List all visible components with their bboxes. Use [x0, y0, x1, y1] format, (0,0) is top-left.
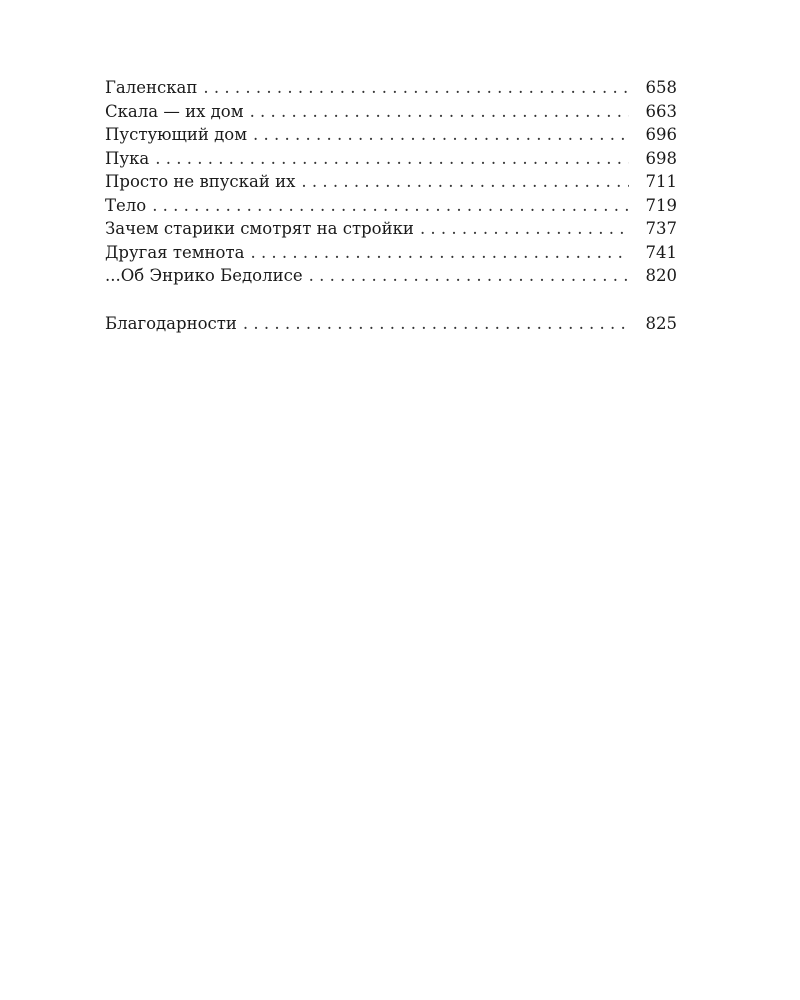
table-of-contents — [105, 76, 677, 335]
toc-entry-page: 698 — [645, 148, 677, 168]
toc-entry-title: ...Об Энрико Бедолисе — [105, 266, 303, 285]
toc-entry-title: Благодарности — [105, 313, 237, 333]
dot-leader — [251, 123, 629, 147]
toc-entry-title: Тело — [105, 195, 147, 215]
toc-entry-acknowledgements — [105, 312, 677, 336]
dot-leader — [241, 312, 629, 336]
toc-entry-title: Скала — их дом — [105, 101, 244, 121]
toc-entry — [105, 147, 677, 171]
toc-entry-page: 737 — [645, 219, 677, 238]
toc-entry-page: 820 — [645, 266, 677, 285]
dot-leader — [307, 264, 629, 288]
toc-entry-page: 658 — [645, 78, 677, 97]
toc-entry-title: Галенскап — [105, 78, 198, 97]
toc-entry-page: 711 — [645, 172, 677, 191]
dot-leader — [201, 76, 629, 100]
toc-entry-title: Пука — [105, 148, 150, 168]
toc-entry-page: 825 — [645, 313, 677, 333]
dot-leader — [153, 147, 629, 171]
toc-entry-page: 741 — [645, 242, 677, 262]
toc-entry — [105, 194, 677, 218]
dot-leader — [248, 241, 629, 265]
toc-entry-page: 719 — [645, 195, 677, 215]
toc-entry — [105, 100, 677, 124]
toc-entry-title: Просто не впускай их — [105, 172, 296, 191]
dot-leader — [248, 100, 629, 124]
toc-entry-title: Пустующий дом — [105, 125, 248, 144]
toc-entry — [105, 76, 677, 100]
toc-entry — [105, 217, 677, 241]
dot-leader — [299, 170, 629, 194]
toc-entry-page: 663 — [645, 101, 677, 121]
toc-entry — [105, 170, 677, 194]
toc-entry — [105, 264, 677, 288]
dot-leader — [418, 217, 629, 241]
section-gap — [105, 288, 677, 312]
toc-entry — [105, 123, 677, 147]
dot-leader — [150, 194, 629, 218]
toc-entry-page: 696 — [645, 125, 677, 144]
toc-entry-title: Зачем старики смотрят на стройки — [105, 219, 414, 238]
toc-entry — [105, 241, 677, 265]
toc-entry-title: Другая темнота — [105, 242, 245, 262]
